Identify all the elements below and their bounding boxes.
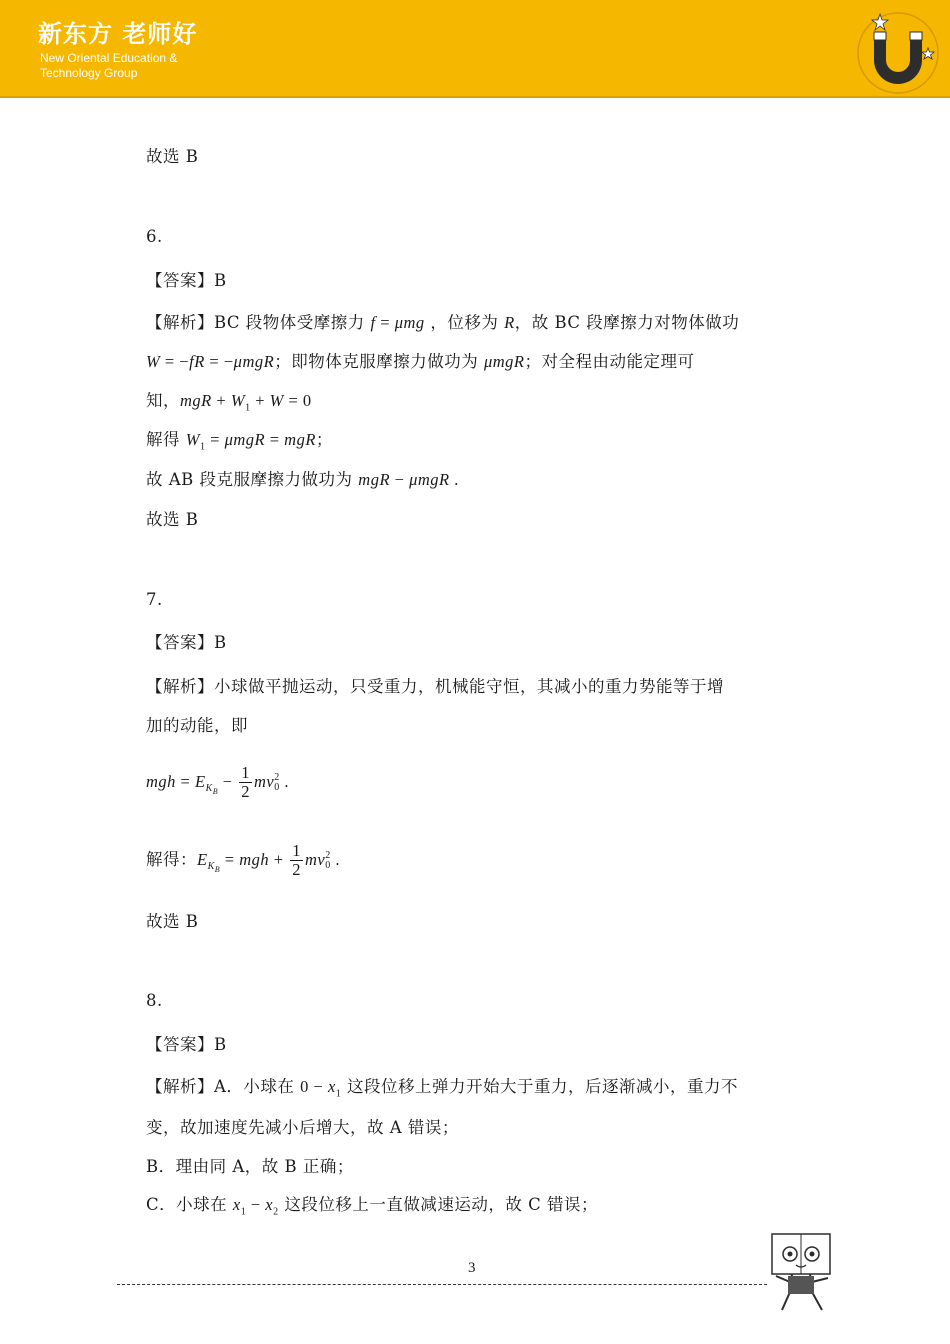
question-number: 7. [146,590,163,609]
math-sub: 1 [245,402,251,414]
math-var: mgR [284,430,316,449]
choice-line: 故选 B [146,912,199,931]
math-sub: 2 [273,1206,279,1218]
math-op: − [246,1195,266,1214]
text-span: ； [315,430,333,449]
fraction-numerator: 1 [241,763,250,782]
math-sub: 1 [240,1206,247,1218]
math-sub-k: K [205,783,213,795]
choice-line: 故选 B [146,147,199,166]
math-op: . [449,470,459,489]
math-op: = 0 [283,391,312,410]
analysis-line [146,1194,598,1223]
text-span: C．小球在 [146,1195,233,1214]
math-var: μmg [394,313,425,332]
text-span: ，位移为 [424,313,505,332]
math-var: mgR [358,470,391,489]
text-span: 【解析】BC 段物体受摩擦力 [146,313,371,332]
brand-title: 新东方 老师好 [38,20,198,48]
equation-line [146,840,340,890]
math-sub: 0 [325,859,331,871]
math-op: − [218,772,238,791]
math-op: + [250,391,270,410]
math-var: x [265,1195,274,1214]
math-var: E [194,772,206,791]
math-var: f [370,313,376,332]
math-sub-k: K [207,861,215,873]
math-sub [205,783,219,797]
equation-line [146,762,289,812]
analysis-line [146,469,459,491]
fraction-numerator: 1 [292,841,301,860]
analysis-line: B．理由同 A，故 B 正确； [146,1157,354,1176]
brand-subtitle [40,51,240,81]
math-var: x [327,1077,336,1096]
math-sub: 0 [274,781,280,793]
magnet-logo-icon [852,8,942,94]
math-var: W [269,391,284,410]
text-span: 知， [146,391,180,410]
math-var: W [146,352,161,371]
math-var: μmgR [483,352,525,371]
header-banner [0,0,950,98]
math-op: = [265,430,285,449]
math-var: x [232,1195,241,1214]
math-var: W [230,391,246,410]
math-sub: 1 [200,441,206,453]
analysis-line [146,351,694,373]
math-sup: 2 [325,849,331,861]
fraction [290,842,303,879]
analysis-line [146,1076,738,1105]
fraction [239,764,252,801]
question-number: 8. [146,991,163,1010]
math-op: = [220,850,240,869]
math-op: − [390,470,410,489]
math-var: mv [304,850,326,869]
math-var: W [185,430,200,449]
math-var: μmgR [409,470,450,489]
choice-line: 故选 B [146,510,199,529]
math-sub-b: B [212,787,219,797]
text-span: ；对全程由动能定理可 [524,352,695,371]
text-span: 【解析】A．小球在 [146,1077,301,1096]
text-span: 这段位移上一直做减速运动，故 C 错误； [278,1195,598,1214]
footer-divider [117,1284,767,1285]
math-var: μmgR [224,430,266,449]
brand-subtitle-line2: Technology Group [40,66,138,80]
math-var: R [504,313,515,332]
math-op: = [375,313,395,332]
fraction-denominator: 2 [292,860,301,879]
text-span: 故 AB 段克服摩擦力做功为 [146,470,359,489]
math-var: fR [189,352,205,371]
text-span: 解得： [146,850,197,869]
math-var: mgh [239,850,270,869]
answer-line: 【答案】B [146,633,227,652]
math-op: = [205,430,225,449]
text-span: 解得 [146,430,186,449]
question-number: 6. [146,227,163,246]
answer-line: 【答案】B [146,1035,227,1054]
analysis-line: 变，故加速度先减小后增大，故 A 错误； [146,1118,459,1137]
text-span: 这段位移上弹力开始大于重力，后逐渐减小，重力不 [341,1077,739,1096]
brand-subtitle-line1: New Oriental Education & [40,51,178,65]
math-var: mv [253,772,275,791]
book-mascot-icon [768,1232,834,1316]
analysis-line [146,312,739,334]
math-op: . [330,850,340,869]
math-sup: 2 [274,771,280,783]
analysis-line [146,429,333,458]
analysis-line [146,390,312,419]
math-sub-b: B [214,865,221,875]
math-op: − [308,1077,328,1096]
math-op: + [269,850,289,869]
math-num: 0 [300,1077,309,1096]
math-var: μmgR [233,352,275,371]
math-op: + [211,391,231,410]
math-op: = − [204,352,234,371]
math-op: . [279,772,289,791]
math-var: E [197,850,208,869]
math-var: mgh [146,772,176,791]
math-sub: 1 [335,1088,342,1100]
text-span: ；即物体克服摩擦力做功为 [274,352,484,371]
answer-line: 【答案】B [146,271,227,290]
fraction-denominator: 2 [241,782,250,801]
math-op: = [175,772,195,791]
math-sub [207,861,221,875]
analysis-line: 【解析】小球做平抛运动，只受重力，机械能守恒，其减小的重力势能等于增 [146,677,724,696]
text-span: ，故 BC 段摩擦力对物体做功 [514,313,740,332]
math-var: mgR [180,391,212,410]
analysis-line: 加的动能，即 [146,716,248,735]
page-number: 3 [468,1260,476,1276]
math-op: = − [160,352,190,371]
